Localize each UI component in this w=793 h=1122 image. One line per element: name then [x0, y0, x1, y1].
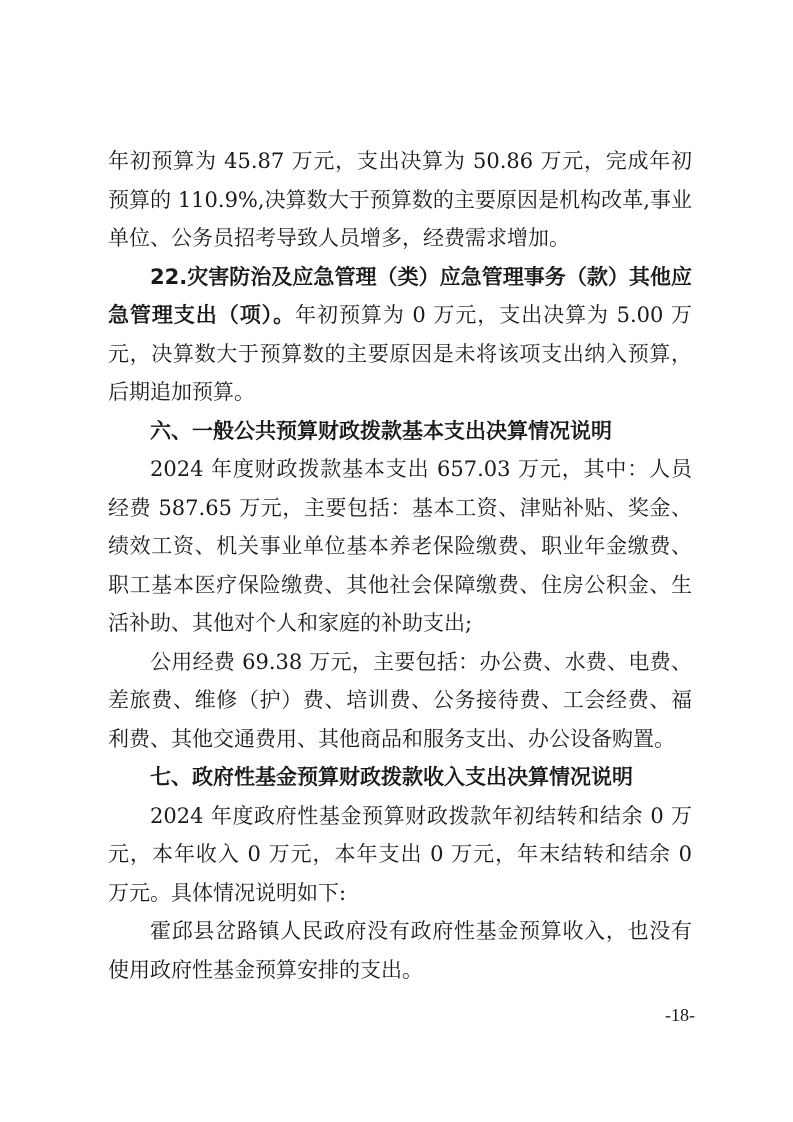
item-22-text: 年初预算为 0 万元，支出决算为 5.00 万元，决算数大于预算数的主要原因是未将该项支出纳入预算，后期追加预算。 — [108, 303, 692, 404]
section-7-heading: 七、政府性基金预算财政拨款收入支出决算情况说明 — [150, 765, 633, 789]
section-6-paragraph-personnel: 2024 年度财政拨款基本支出 657.03 万元，其中：人员经费 587.65 万元，主要包括：基本工资、津贴补贴、奖金、绩效工资、机关事业单位基本养老保险缴费、职业年金缴费、职工基本医疗保险缴费、其他社会保障缴费、住房公积金、生活补助、其他对个人和家庭的补助支出; — [108, 457, 692, 635]
page-number: -18- — [665, 1005, 695, 1025]
section-7-paragraph-summary: 2024 年度政府性基金预算财政拨款年初结转和结余 0 万元，本年收入 0 万元，本年支出 0 万元，年末结转和结余 0 万元。具体情况说明如下: — [108, 803, 692, 905]
section-7-paragraph-detail: 霍邱县岔路镇人民政府没有政府性基金预算收入，也没有使用政府性基金预算安排的支出。 — [108, 919, 692, 982]
paragraph-budget-continuation: 年初预算为 45.87 万元，支出决算为 50.86 万元，完成年初预算的 110.9%,决算数大于预算数的主要原因是机构改革,事业单位、公务员招考导致人员增多，经费需求增加。 — [108, 149, 692, 250]
section-6-paragraph-public: 公用经费 69.38 万元，主要包括：办公费、水费、电费、差旅费、维修（护）费、培训费、公务接待费、工会经费、福利费、其他交通费用、其他商品和服务支出、办公设备购置。 — [108, 649, 692, 751]
section-6-heading: 六、一般公共预算财政拨款基本支出决算情况说明 — [150, 418, 612, 443]
item-22-title: 22.灾害防治及应急管理（类）应急管理事务（款）其他应急管理支出（项）。 — [108, 264, 692, 327]
paragraph-item-22 — [108, 258, 692, 412]
document-body — [108, 142, 692, 989]
